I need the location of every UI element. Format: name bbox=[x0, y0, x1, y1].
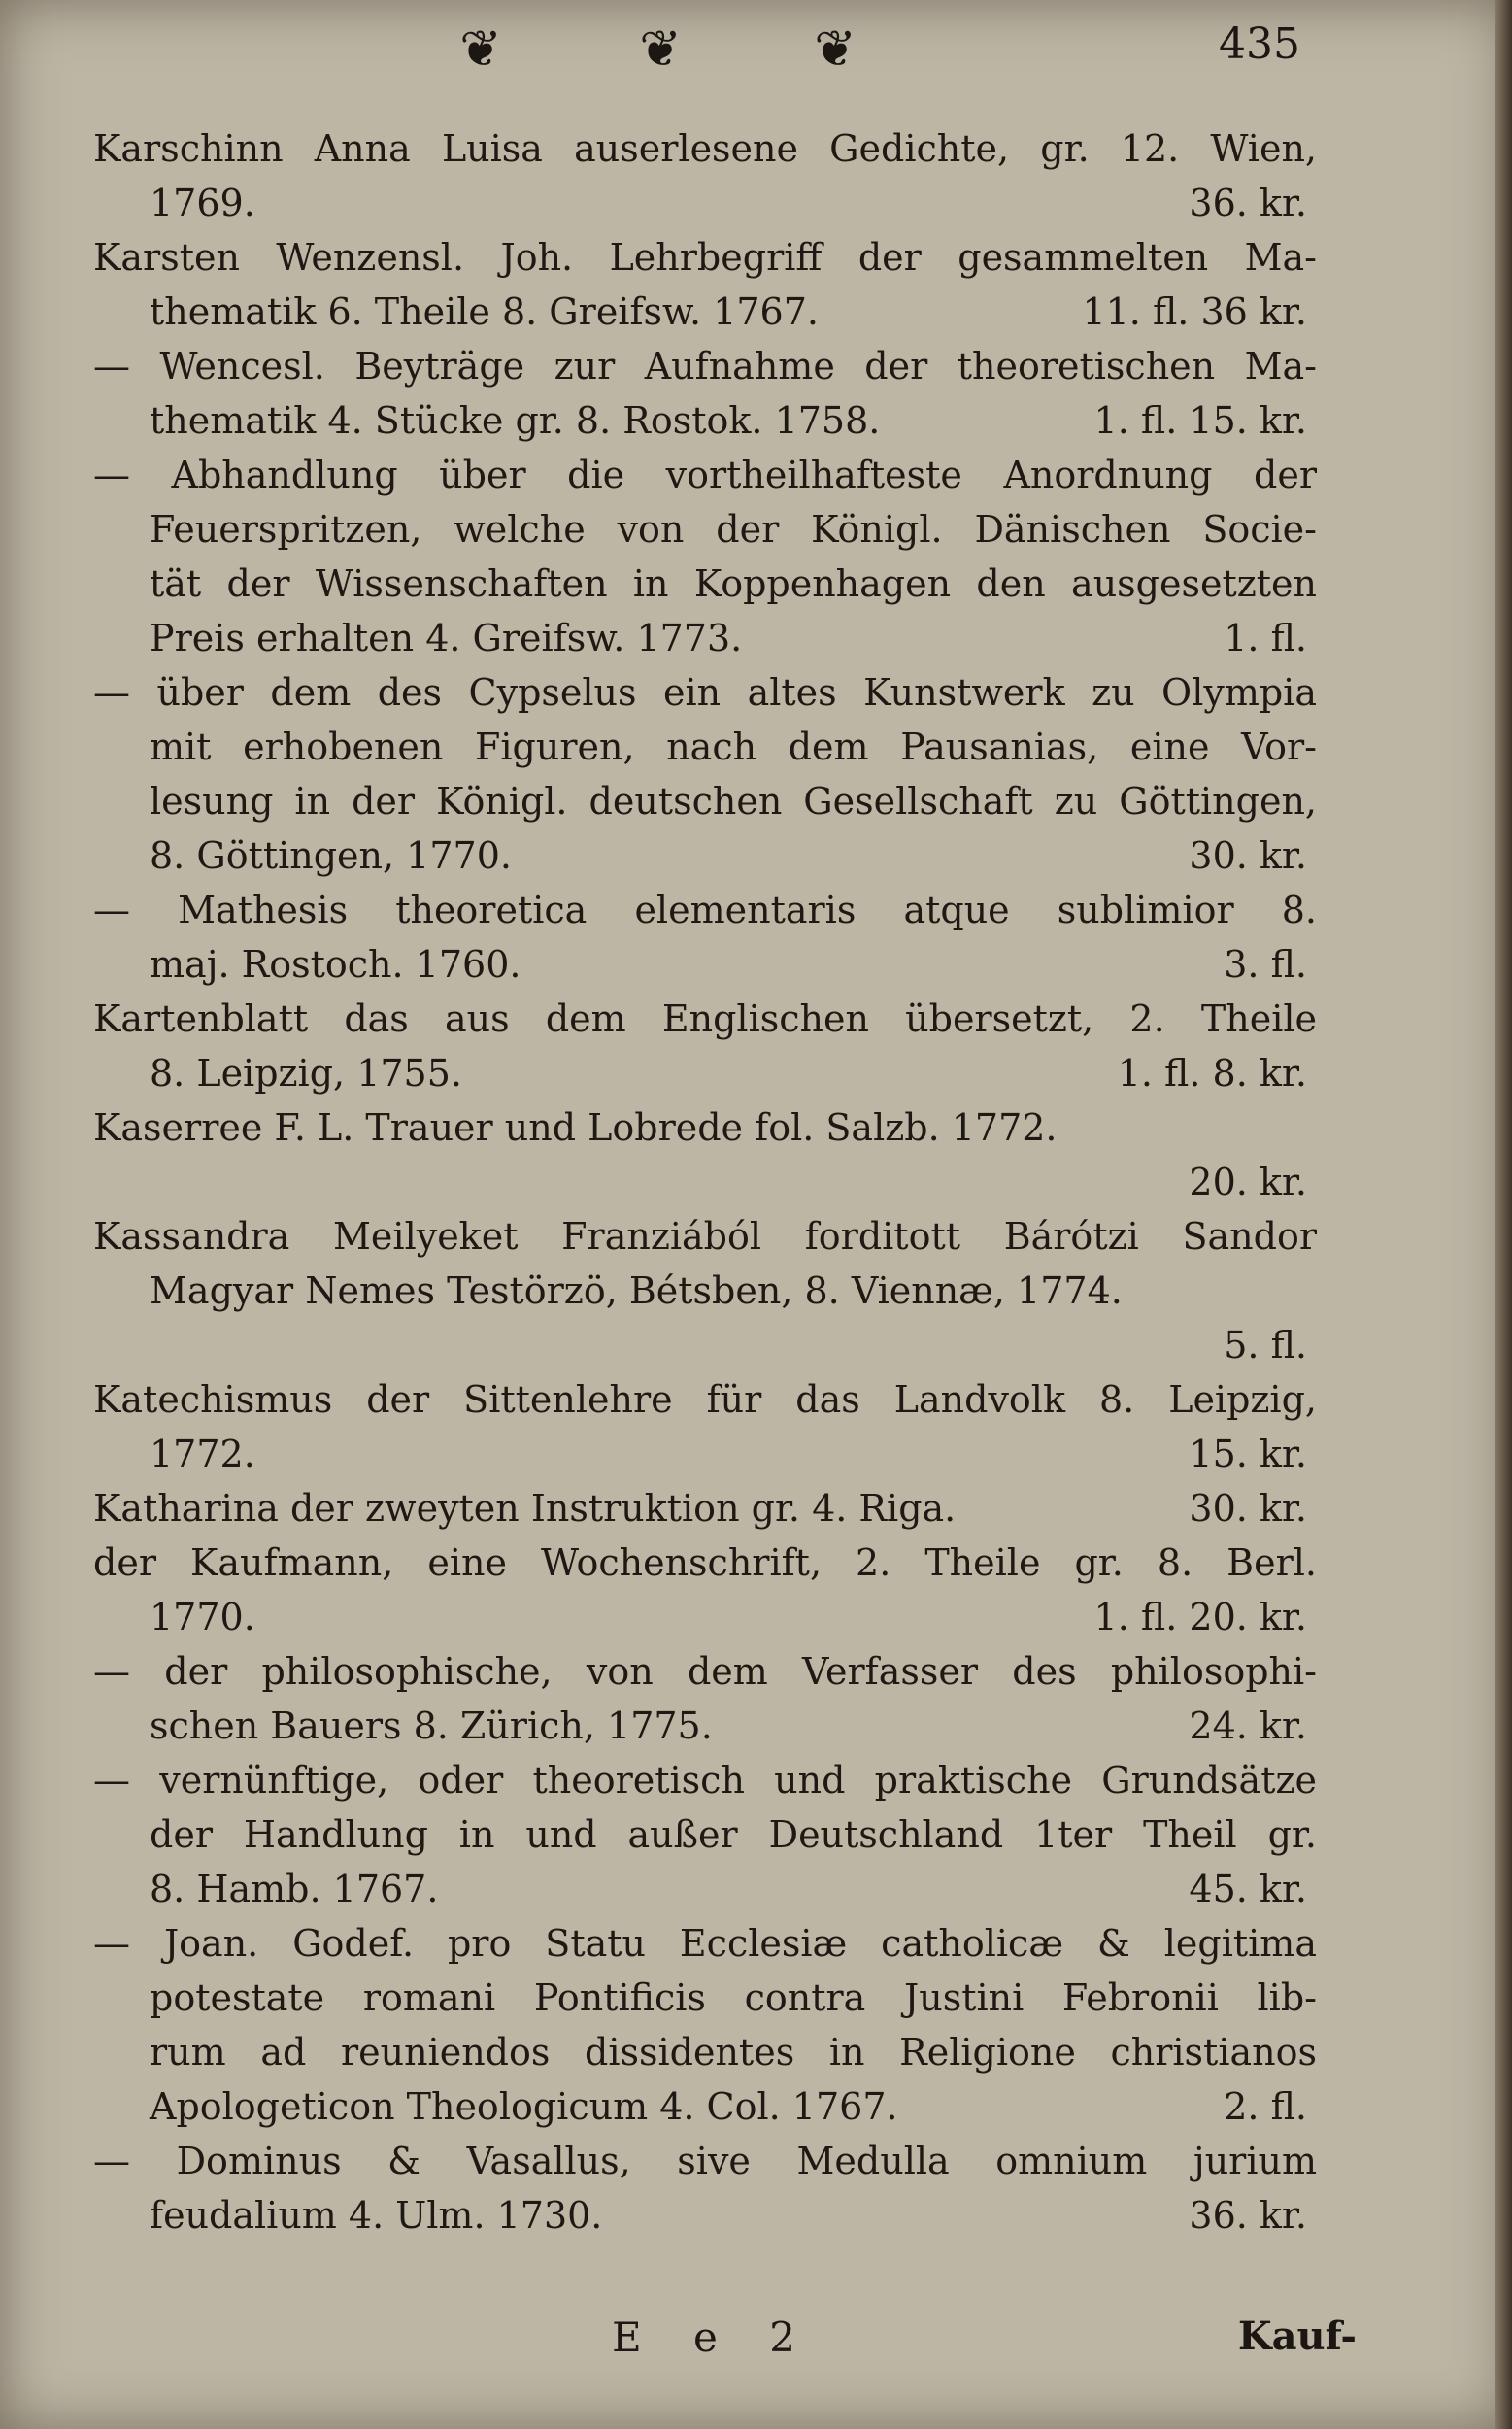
entry-price: 1. fl. 15. kr. bbox=[1093, 399, 1307, 442]
entry-price: 24. kr. bbox=[1189, 1704, 1307, 1747]
entry-price: 45. kr. bbox=[1189, 1868, 1307, 1910]
entry-title-line bbox=[93, 1535, 1317, 1590]
entry-text: — der philosophische, von dem Verfasser des philosophi- bbox=[93, 1650, 1317, 1693]
entry-price: 2. fl. bbox=[1224, 2085, 1307, 2128]
catalog-entry bbox=[93, 1481, 1317, 1535]
entry-price: 15. kr. bbox=[1189, 1433, 1307, 1475]
catalog-entry bbox=[93, 1209, 1317, 1372]
entry-price: 11. fl. 36 kr. bbox=[1082, 290, 1307, 333]
entry-text: der Handlung in und außer Deutschland 1ter Theil gr. bbox=[150, 1813, 1317, 1856]
catalog-entry bbox=[93, 883, 1317, 992]
entry-text: Feuerspritzen, welche von der Königl. Dänischen Socie- bbox=[150, 508, 1317, 551]
catalog-entry bbox=[93, 1916, 1317, 2134]
entry-text: — Dominus & Vasallus, sive Medulla omnium jurium bbox=[93, 2140, 1317, 2182]
entry-price: 1. fl. bbox=[1224, 617, 1307, 659]
entry-text: Apologeticon Theologicum 4. Col. 1767. bbox=[150, 2085, 898, 2128]
price-line bbox=[93, 1155, 1317, 1209]
catalog-entry bbox=[93, 448, 1317, 665]
entry-continuation-line bbox=[93, 2025, 1317, 2079]
entry-text: potestate romani Pontificis contra Justini Febronii lib- bbox=[150, 1976, 1317, 2019]
entry-continuation-line bbox=[93, 557, 1317, 611]
catalog-entry bbox=[93, 992, 1317, 1100]
entry-price: 5. fl. bbox=[1224, 1324, 1307, 1366]
catalog-entries bbox=[93, 121, 1317, 2243]
entry-text: thematik 4. Stücke gr. 8. Rostok. 1758. bbox=[150, 399, 881, 442]
entry-continuation-line bbox=[93, 1264, 1317, 1318]
entry-text: — Abhandlung über die vortheilhafteste Anordnung der bbox=[93, 454, 1317, 496]
entry-continuation-line bbox=[93, 1807, 1317, 1862]
entry-price: 30. kr. bbox=[1189, 1487, 1307, 1530]
price-line bbox=[93, 1318, 1317, 1372]
entry-continuation-line bbox=[93, 1862, 1317, 1916]
entry-text: Kartenblatt das aus dem Englischen übersetzt, 2. Theile bbox=[93, 997, 1317, 1040]
entry-text: der Kaufmann, eine Wochenschrift, 2. Theile gr. 8. Berl. bbox=[93, 1541, 1317, 1584]
entry-text: thematik 6. Theile 8. Greifsw. 1767. bbox=[150, 290, 819, 333]
entry-text: 1769. bbox=[150, 182, 255, 224]
entry-text: Katharina der zweyten Instruktion gr. 4. Riga. bbox=[93, 1487, 957, 1530]
catalog-entry bbox=[93, 1100, 1317, 1209]
ornament-right-icon: ❦ bbox=[814, 20, 857, 79]
signature-mark: E e 2 bbox=[612, 2313, 815, 2361]
entry-continuation-line bbox=[93, 176, 1317, 230]
entry-title-line bbox=[93, 448, 1317, 502]
entry-text: 8. Göttingen, 1770. bbox=[150, 834, 512, 877]
entry-text: Karsten Wenzensl. Joh. Lehrbegriff der gesammelten Ma- bbox=[93, 236, 1317, 279]
entry-title-line bbox=[93, 1916, 1317, 1971]
entry-title-line bbox=[93, 230, 1317, 285]
entry-price: 20. kr. bbox=[1189, 1161, 1307, 1203]
entry-text: Magyar Nemes Testörzö, Bétsben, 8. Viennæ, 1774. bbox=[150, 1269, 1123, 1312]
entry-text: — Wencesl. Beyträge zur Aufnahme der theoretischen Ma- bbox=[93, 345, 1317, 388]
entry-text: Kaserree F. L. Trauer und Lobrede fol. Salzb. 1772. bbox=[93, 1106, 1058, 1149]
catalog-entry bbox=[93, 339, 1317, 448]
entry-continuation-line bbox=[93, 502, 1317, 557]
catalog-entry bbox=[93, 230, 1317, 339]
entry-text: Karschinn Anna Luisa auserlesene Gedichte, gr. 12. Wien, bbox=[93, 127, 1317, 170]
entry-title-line bbox=[93, 1100, 1317, 1155]
entry-title-line bbox=[93, 1209, 1317, 1264]
entry-title-line bbox=[93, 1644, 1317, 1699]
entry-continuation-line bbox=[93, 774, 1317, 828]
ornament-center-icon: ❦ bbox=[639, 20, 682, 79]
entry-continuation-line bbox=[93, 828, 1317, 883]
entry-price: 36. kr. bbox=[1189, 182, 1307, 224]
entry-continuation-line bbox=[93, 1971, 1317, 2025]
entry-text: 1772. bbox=[150, 1433, 255, 1475]
catalog-entry bbox=[93, 665, 1317, 883]
page-edge bbox=[1495, 0, 1512, 2429]
entry-text: — Mathesis theoretica elementaris atque sublimior 8. bbox=[93, 889, 1317, 931]
page-header bbox=[0, 0, 1512, 117]
entry-title-line bbox=[93, 2134, 1317, 2188]
catalog-entry bbox=[93, 121, 1317, 230]
entry-continuation-line bbox=[93, 2079, 1317, 2134]
entry-continuation-line bbox=[93, 2188, 1317, 2243]
catchword: Kauf- bbox=[1237, 2313, 1357, 2359]
entry-title-line bbox=[93, 339, 1317, 393]
page-number: 435 bbox=[1219, 19, 1300, 69]
entry-continuation-line bbox=[93, 611, 1317, 665]
entry-price: 3. fl. bbox=[1224, 943, 1307, 986]
entry-text: lesung in der Königl. deutschen Gesellschaft zu Göttingen, bbox=[150, 780, 1317, 823]
entry-text: 8. Leipzig, 1755. bbox=[150, 1052, 462, 1095]
entry-text: rum ad reuniendos dissidentes in Religione christianos bbox=[150, 2031, 1317, 2074]
entry-text: mit erhobenen Figuren, nach dem Pausanias, eine Vor- bbox=[150, 725, 1317, 768]
entry-title-line bbox=[93, 992, 1317, 1046]
entry-title-line bbox=[93, 1753, 1317, 1807]
entry-price: 36. kr. bbox=[1189, 2194, 1307, 2237]
entry-price: 1. fl. 20. kr. bbox=[1093, 1596, 1307, 1638]
entry-text: schen Bauers 8. Zürich, 1775. bbox=[150, 1704, 713, 1747]
entry-text: 1770. bbox=[150, 1596, 255, 1638]
entry-continuation-line bbox=[93, 1699, 1317, 1753]
catalog-entry bbox=[93, 1535, 1317, 1644]
entry-title-line bbox=[93, 883, 1317, 937]
entry-title-line bbox=[93, 1372, 1317, 1427]
entry-text: Kassandra Meilyeket Franziából forditott Bárótzi Sandor bbox=[93, 1215, 1317, 1258]
entry-title-line bbox=[93, 1481, 1317, 1535]
catalog-entry bbox=[93, 1644, 1317, 1753]
catalog-entry bbox=[93, 2134, 1317, 2243]
entry-text: — über dem des Cypselus ein altes Kunstwerk zu Olympia bbox=[93, 671, 1317, 714]
entry-text: — Joan. Godef. pro Statu Ecclesiæ catholicæ & legitima bbox=[93, 1922, 1317, 1965]
entry-title-line bbox=[93, 665, 1317, 720]
entry-text: — vernünftige, oder theoretisch und praktische Grundsätze bbox=[93, 1759, 1317, 1802]
entry-price: 1. fl. 8. kr. bbox=[1117, 1052, 1307, 1095]
entry-text: 8. Hamb. 1767. bbox=[150, 1868, 439, 1910]
entry-title-line bbox=[93, 121, 1317, 176]
entry-continuation-line bbox=[93, 937, 1317, 992]
ornament-left-icon: ❦ bbox=[459, 20, 502, 79]
entry-text: feudalium 4. Ulm. 1730. bbox=[150, 2194, 603, 2237]
entry-continuation-line bbox=[93, 720, 1317, 774]
catalog-entry bbox=[93, 1372, 1317, 1481]
entry-text: maj. Rostoch. 1760. bbox=[150, 943, 521, 986]
entry-text: Katechismus der Sittenlehre für das Landvolk 8. Leipzig, bbox=[93, 1378, 1317, 1421]
entry-continuation-line bbox=[93, 1427, 1317, 1481]
entry-text: tät der Wissenschaften in Koppenhagen den ausgesetzten bbox=[150, 562, 1317, 605]
catalog-entry bbox=[93, 1753, 1317, 1916]
entry-price: 30. kr. bbox=[1189, 834, 1307, 877]
entry-text: Preis erhalten 4. Greifsw. 1773. bbox=[150, 617, 743, 659]
